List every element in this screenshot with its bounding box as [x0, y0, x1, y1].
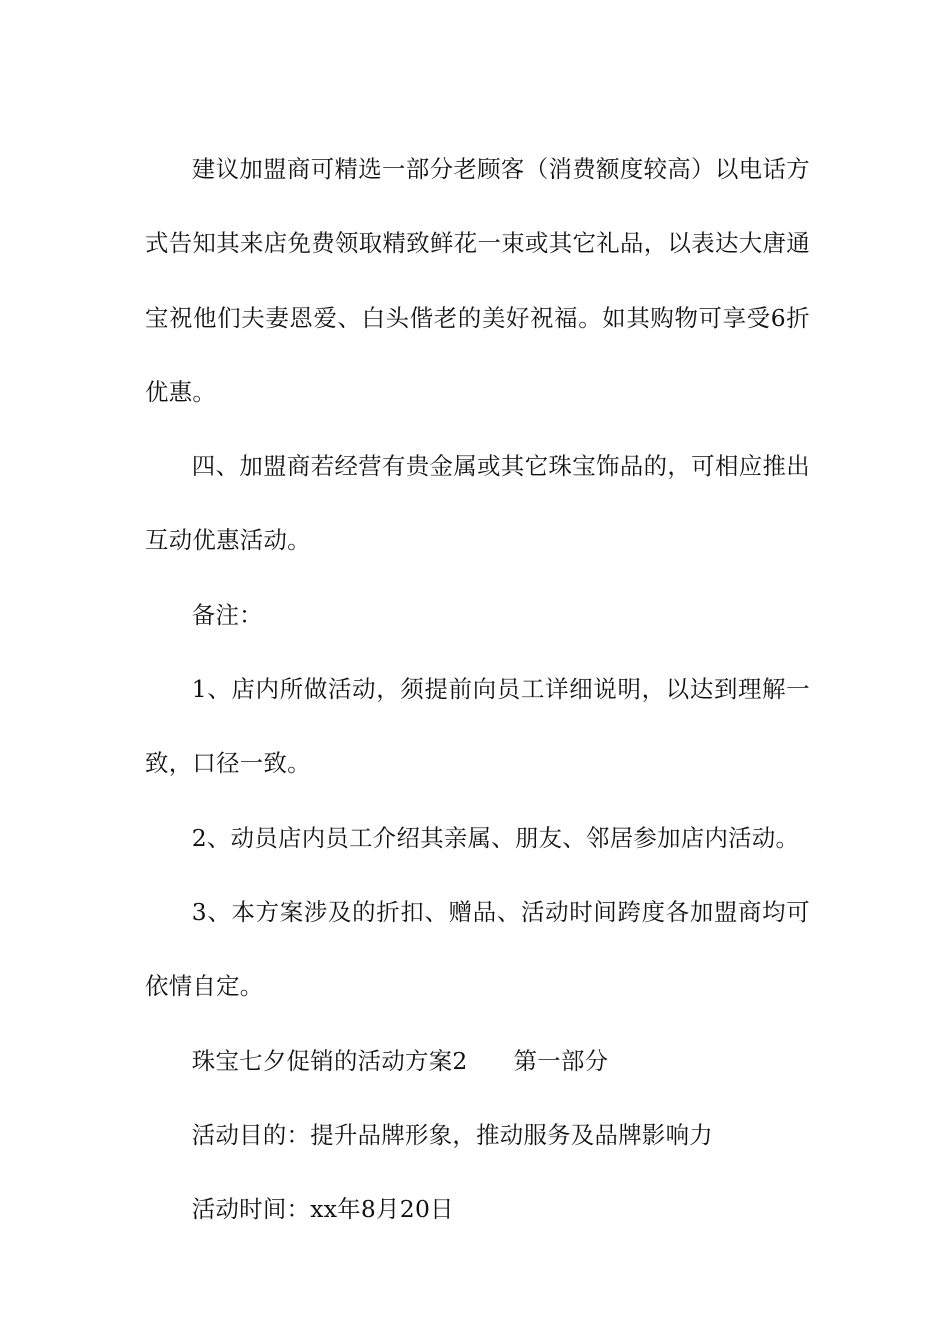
note-item-1: 1、店内所做活动，须提前向员工详细说明，以达到理解一致，口径一致。 [145, 675, 810, 778]
note-item-3: 3、本方案涉及的折扣、赠品、活动时间跨度各加盟商均可依情自定。 [145, 897, 810, 1001]
notes-heading: 备注： [191, 600, 263, 629]
section-title: 珠宝七夕促销的活动方案2 [191, 1046, 468, 1075]
paragraph-interactive-promotion: 四、加盟商若经营有贵金属或其它珠宝饰品的，可相应推出互动优惠活动。 [145, 452, 810, 555]
activity-time: 活动时间：xx年8月20日 [191, 1195, 454, 1224]
section-heading [145, 1024, 810, 1098]
section-part: 第一部分 [513, 1046, 609, 1075]
paragraph-gift-offer: 建议加盟商可精选一部分老顾客（消费额度较高）以电话方式告知其来店免费领取精致鲜花一束或其它礼品，以表达大唐通宝祝他们夫妻恩爱、白头偕老的美好祝福。如其购物可享受6折优惠。 [145, 155, 810, 406]
document-body [145, 132, 810, 1246]
activity-purpose: 活动目的：提升品牌形象，推动服务及品牌影响力 [191, 1120, 713, 1149]
note-item-2: 2、动员店内员工介绍其亲属、朋友、邻居参加店内活动。 [191, 823, 800, 852]
